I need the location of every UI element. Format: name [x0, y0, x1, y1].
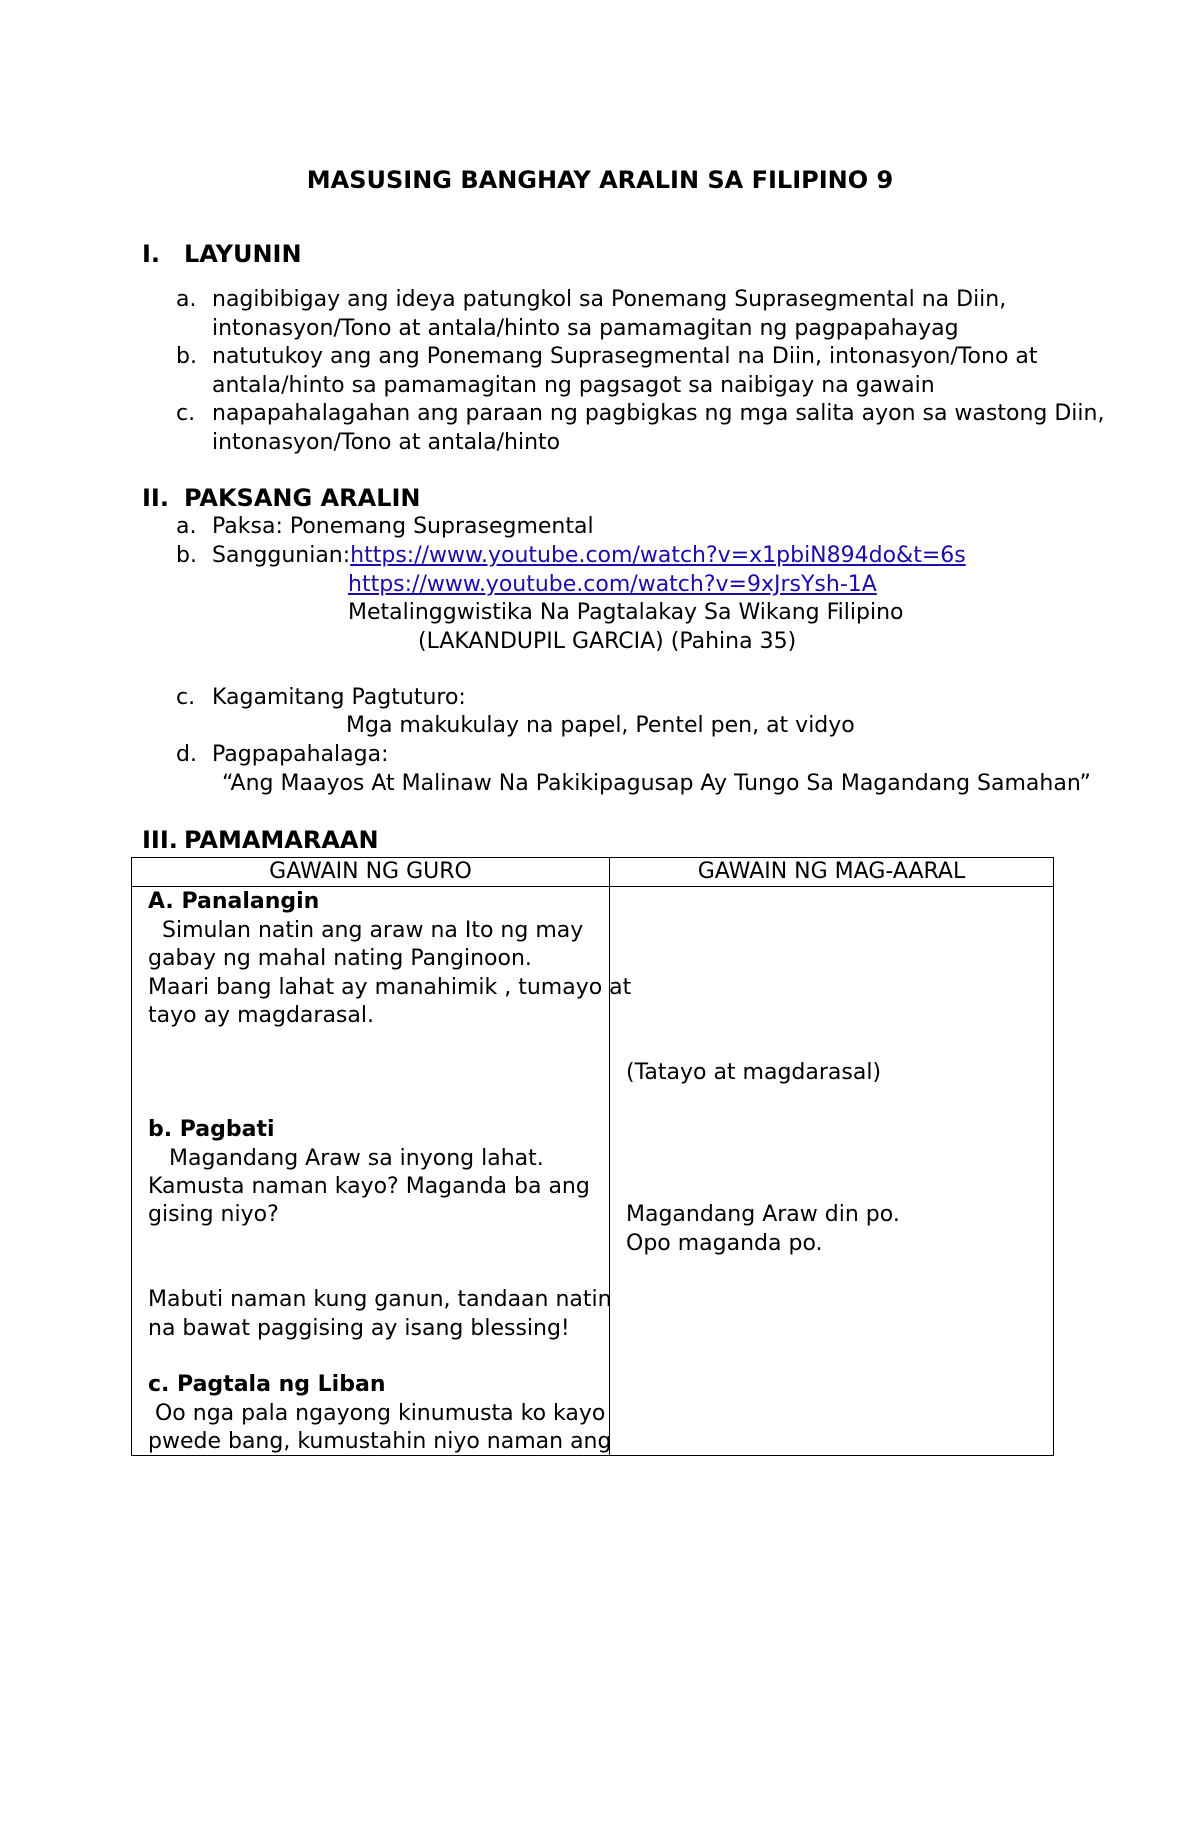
guro-line: gabay ng mahal nating Panginoon. — [148, 946, 532, 971]
guro-line: pwede bang, kumustahin niyo naman ang — [148, 1429, 612, 1454]
section-title: PAMAMARAAN — [184, 826, 379, 854]
objective-a-cont: intonasyon/Tono at antala/hinto sa pamamagitan ng pagpapahayag — [212, 316, 959, 341]
guro-cell — [132, 887, 632, 1456]
reference-link-2[interactable]: https://www.youtube.com/watch?v=9xJrsYsh-1A — [348, 572, 877, 597]
reference-link-1[interactable]: https://www.youtube.com/watch?v=x1pbiN894do&t=6s — [350, 543, 966, 568]
objective-a — [176, 285, 1006, 314]
item-line: Pagpapahalaga: — [212, 742, 389, 767]
section-title: LAYUNIN — [184, 240, 302, 268]
table-row — [132, 887, 1054, 1456]
guro-line: Kamusta naman kayo? Maganda ba ang — [148, 1174, 590, 1199]
section-layunin-heading — [142, 240, 302, 268]
sanggunian-label: Sanggunian: — [212, 543, 351, 568]
mag-aaral-line: Opo maganda po. — [626, 1231, 823, 1256]
paksa-item — [176, 512, 594, 541]
section-number: III. — [142, 826, 178, 854]
section-number: II. — [142, 484, 169, 512]
item-line: Kagamitang Pagtuturo: — [212, 685, 466, 710]
guro-line: Maari bang lahat ay manahimik , tumayo at — [148, 975, 632, 1000]
guro-line: gising niyo? — [148, 1202, 279, 1227]
item-letter: a. — [176, 287, 197, 312]
reference-book-author: (LAKANDUPIL GARCIA) (Pahina 35) — [418, 629, 797, 654]
guro-line: tayo ay magdarasal. — [148, 1003, 374, 1028]
objective-b — [176, 342, 1038, 371]
item-line: natutukoy ang ang Ponemang Suprasegmental na Diin, intonasyon/Tono at — [212, 344, 1038, 369]
section-pamamaraan-heading — [142, 826, 379, 854]
item-letter: a. — [176, 514, 197, 539]
item-letter: c. — [176, 685, 196, 710]
guro-line: Oo nga pala ngayong kinumusta ko kayo — [148, 1401, 606, 1426]
mag-aaral-line: (Tatayo at magdarasal) — [626, 1060, 882, 1085]
item-letter: b. — [176, 543, 197, 568]
kagamitan-content: Mga makukulay na papel, Pentel pen, at vidyo — [346, 713, 855, 738]
table-header-row — [132, 858, 1054, 887]
item-letter: d. — [176, 742, 197, 767]
guro-line: Mabuti naman kung ganun, tandaan natin — [148, 1287, 612, 1312]
pagbati-heading: b. Pagbati — [148, 1117, 275, 1142]
section-paksang-aralin-heading — [142, 484, 421, 512]
mag-aaral-line: Magandang Araw din po. — [626, 1202, 900, 1227]
item-line: napapahalagahan ang paraan ng pagbigkas ng mga salita ayon sa wastong Diin, — [212, 401, 1105, 426]
kagamitan-item — [176, 683, 466, 712]
sanggunian-item — [176, 541, 966, 570]
guro-line: na bawat paggising ay isang blessing! — [148, 1316, 570, 1341]
guro-line: Simulan natin ang araw na Ito ng may — [148, 918, 584, 943]
guro-line: Magandang Araw sa inyong lahat. — [148, 1146, 544, 1171]
pagtala-ng-liban-heading: c. Pagtala ng Liban — [148, 1372, 386, 1397]
objective-c — [176, 399, 1104, 428]
reference-book-title: Metalinggwistika Na Pagtalakay Sa Wikang Filipino — [348, 600, 904, 625]
panalangin-heading: A. Panalangin — [148, 889, 320, 914]
objective-b-cont: antala/hinto sa pamamagitan ng pagsagot sa naibigay na gawain — [212, 373, 935, 398]
pagpapahalaga-content: “Ang Maayos At Malinaw Na Pakikipagusap Ay Tungo Sa Magandang Samahan” — [222, 771, 1091, 796]
item-letter: b. — [176, 344, 197, 369]
column-header-mag-aaral: GAWAIN NG MAG-AARAL — [610, 858, 1054, 887]
objective-c-cont: intonasyon/Tono at antala/hinto — [212, 430, 561, 455]
procedure-table — [131, 857, 1054, 1456]
item-line: nagibibigay ang ideya patungkol sa Ponemang Suprasegmental na Diin, — [212, 287, 1007, 312]
section-number: I. — [142, 240, 161, 268]
page-title: MASUSING BANGHAY ARALIN SA FILIPINO 9 — [306, 166, 894, 194]
mag-aaral-cell — [610, 887, 1054, 1456]
item-letter: c. — [176, 401, 196, 426]
pagpapahalaga-item — [176, 740, 389, 769]
item-line: Paksa: Ponemang Suprasegmental — [212, 514, 594, 539]
column-header-guro: GAWAIN NG GURO — [132, 858, 610, 887]
section-title: PAKSANG ARALIN — [184, 484, 421, 512]
